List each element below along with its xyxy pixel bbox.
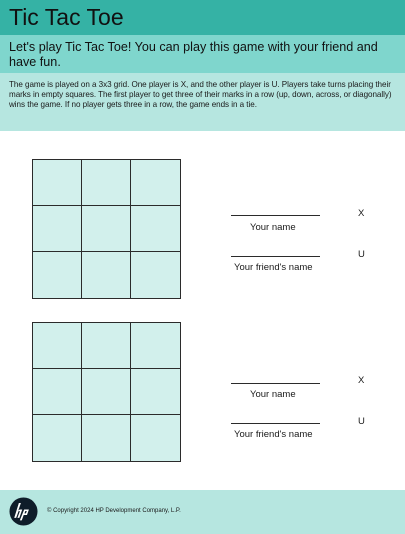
player1-name-label: Your name [250, 222, 296, 233]
player1-mark: X [358, 208, 365, 219]
title-bar [0, 0, 405, 35]
board-cell[interactable] [82, 206, 131, 252]
player2-name-line[interactable] [231, 423, 320, 424]
board-cell[interactable] [131, 160, 180, 206]
board-cell[interactable] [82, 369, 131, 415]
player2-name-line[interactable] [231, 256, 320, 257]
player2-mark: U [358, 416, 365, 427]
rules-bar [0, 73, 405, 131]
board-cell[interactable] [33, 369, 82, 415]
board-cell[interactable] [33, 206, 82, 252]
board-cell[interactable] [82, 252, 131, 298]
board-cell[interactable] [131, 323, 180, 369]
player1-name-line[interactable] [231, 383, 320, 384]
board-cell[interactable] [33, 323, 82, 369]
board-cell[interactable] [131, 206, 180, 252]
board-cell[interactable] [33, 160, 82, 206]
board-cell[interactable] [33, 252, 82, 298]
board-cell[interactable] [131, 369, 180, 415]
footer-bar [0, 490, 405, 534]
board-cell[interactable] [33, 415, 82, 461]
player2-mark: U [358, 249, 365, 260]
board-cell[interactable] [82, 160, 131, 206]
hp-logo-icon [9, 497, 38, 526]
board-cell[interactable] [131, 415, 180, 461]
intro-bar [0, 35, 405, 73]
intro-text: Let's play Tic Tac Toe! You can play this game with your friend and have fun. [9, 40, 378, 69]
rules-text: The game is played on a 3x3 grid. One player is X, and the other player is U. Players take turns placing their marks in empty squares. The first player to get three of their marks in a row (up, down, across, or diagonally) wins the game. If no player gets three in a row, the game ends in a tie. [9, 80, 392, 109]
board-cell[interactable] [82, 323, 131, 369]
player1-name-line[interactable] [231, 215, 320, 216]
page-title: Tic Tac Toe [9, 4, 124, 30]
player1-name-label: Your name [250, 389, 296, 400]
player2-name-label: Your friend's name [234, 262, 313, 273]
player1-mark: X [358, 375, 365, 386]
copyright-text: © Copyright 2024 HP Development Company, L.P. [47, 508, 181, 514]
board-cell[interactable] [82, 415, 131, 461]
board-cell[interactable] [131, 252, 180, 298]
tic-tac-toe-board-1 [32, 159, 181, 299]
player2-name-label: Your friend's name [234, 429, 313, 440]
tic-tac-toe-board-2 [32, 322, 181, 462]
